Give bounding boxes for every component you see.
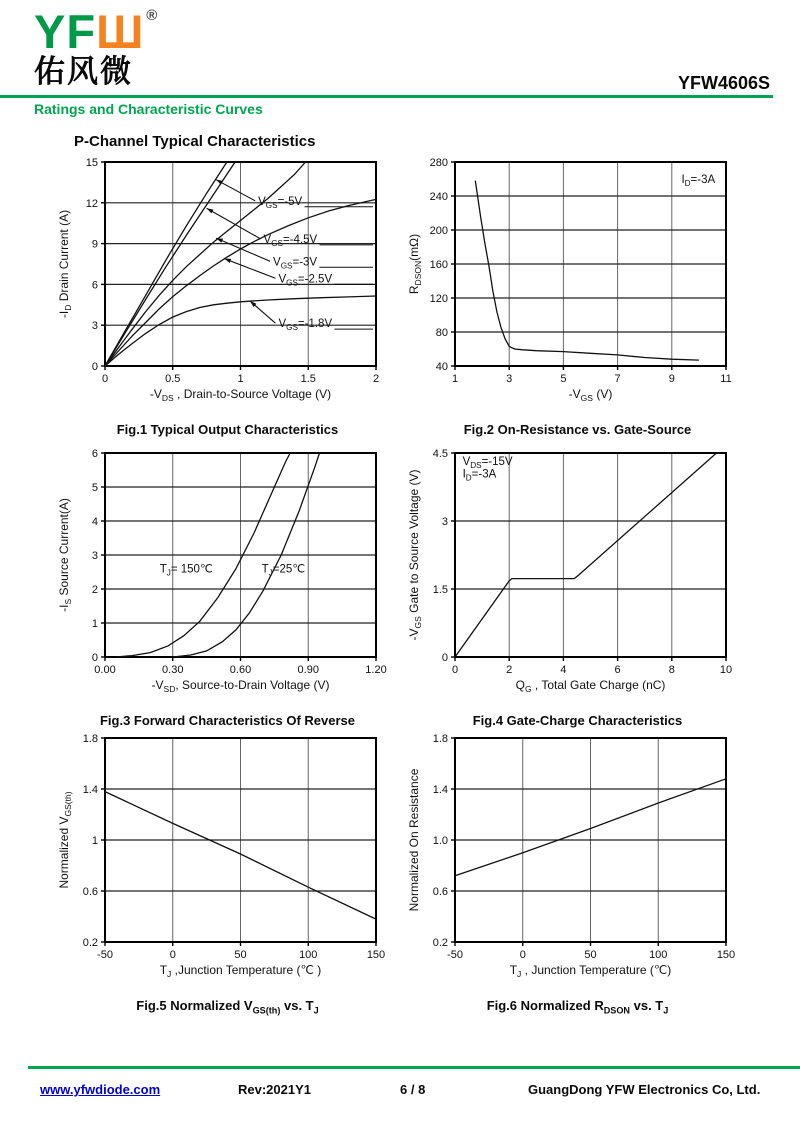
figure-3 (55, 443, 400, 728)
svg-text:50: 50 (584, 949, 597, 961)
svg-text:0.00: 0.00 (94, 664, 116, 676)
svg-text:1: 1 (91, 618, 98, 630)
header-divider (0, 95, 773, 98)
svg-text:1.5: 1.5 (432, 584, 448, 596)
svg-text:80: 80 (435, 327, 448, 339)
svg-text:1: 1 (91, 835, 98, 847)
svg-text:VGS=-4.5V: $V_{GS}=-4.5V$ (263, 233, 318, 248)
fig5-caption: Fig.5 Normalized $V_{GS(th)}$ vs. $T_J$ (136, 998, 319, 1016)
fig5-normalized-vgsth-chart (55, 728, 400, 986)
svg-text:VGS=-5V: $V_{GS}=-5V$ (258, 195, 303, 210)
fig6-caption: Fig.6 Normalized $R_{DSON}$ vs. $T_J$ (486, 998, 669, 1016)
svg-text:TJ=25℃: $T_J=25℃$ (261, 563, 306, 578)
svg-text:RDSON(mΩ): $R_{DSON}(m\Omega)$ (407, 233, 423, 295)
fig2-on-resistance-chart (405, 152, 750, 410)
logo-chinese-text: 佑风微 (34, 54, 133, 89)
svg-text:2: 2 (91, 584, 98, 596)
svg-text:0.6: 0.6 (432, 886, 448, 898)
svg-text:0: 0 (441, 652, 448, 664)
svg-text:100: 100 (649, 949, 668, 961)
svg-text:VGS=-3V: $V_{GS}=-3V$ (273, 256, 318, 271)
svg-text:150: 150 (366, 949, 386, 961)
svg-text:12: 12 (85, 197, 98, 210)
svg-text:3: 3 (91, 320, 98, 333)
svg-text:1.4: 1.4 (82, 784, 98, 796)
figure-1 (55, 152, 400, 437)
fig1-caption: Fig.1 Typical Output Characteristics (116, 422, 339, 437)
svg-text:1.5: 1.5 (300, 373, 316, 385)
figure-5 (55, 728, 400, 1016)
svg-text:120: 120 (429, 293, 448, 305)
svg-text:6: 6 (614, 664, 621, 676)
svg-text:0.6: 0.6 (82, 886, 98, 898)
svg-text:0: 0 (101, 373, 109, 385)
svg-text:4: 4 (560, 664, 567, 676)
footer-divider (28, 1066, 800, 1069)
fig1-output-characteristics-chart (55, 152, 400, 410)
svg-text:9: 9 (91, 238, 98, 251)
svg-text:VGS=-1.8V: $V_{GS}=-1.8V$ (278, 318, 333, 333)
svg-text:TJ= 150℃: $T_J=$ 150℃ (159, 563, 213, 578)
svg-text:240: 240 (429, 191, 448, 203)
svg-text:200: 200 (429, 225, 448, 237)
svg-text:6: 6 (91, 279, 98, 292)
svg-text:1: 1 (237, 373, 244, 385)
svg-text:100: 100 (299, 949, 318, 961)
svg-text:-VGS (V): $-V_{GS}$ (V) (568, 387, 613, 403)
svg-text:3: 3 (441, 516, 448, 528)
svg-text:TJ , Junction Temperature (℃): $T_J$ , Junction Temperature (℃) (509, 963, 672, 979)
svg-text:1.4: 1.4 (432, 784, 448, 796)
svg-text:-IS Source Current(A): $-I_S$ Source Current(A) (57, 498, 73, 612)
svg-text:4.5: 4.5 (432, 448, 448, 460)
svg-text:0.5: 0.5 (165, 373, 181, 385)
page-number: 6 / 8 (400, 1082, 426, 1097)
svg-text:0.30: 0.30 (162, 664, 184, 676)
svg-text:7: 7 (614, 373, 621, 385)
svg-text:1.8: 1.8 (82, 733, 98, 745)
section-title: Ratings and Characteristic Curves (34, 101, 263, 117)
fig4-gate-charge-chart (405, 443, 750, 701)
logo-wordmark (34, 5, 159, 58)
part-number: YFW4606S (677, 73, 770, 93)
svg-text:11: 11 (720, 373, 732, 385)
svg-text:VGS=-2.5V: $V_{GS}=-2.5V$ (278, 273, 333, 288)
svg-text:Normalized On Resistance: Normalized On Resistance (407, 768, 421, 912)
svg-text:8: 8 (668, 664, 675, 676)
svg-text:ID=-3A: $I_D=-3A$ (681, 174, 716, 188)
fig3-caption: Fig.3 Forward Characteristics Of Reverse (99, 713, 356, 728)
svg-text:3: 3 (91, 550, 98, 562)
svg-text:2: 2 (372, 373, 380, 385)
yfw-logo (34, 5, 159, 89)
svg-text:0.2: 0.2 (432, 937, 448, 949)
svg-text:QG , Total Gate Charge (nC): $Q_G$ , Total Gate Charge (nC) (515, 678, 666, 694)
svg-text:0: 0 (451, 664, 459, 676)
svg-text:-VDS , Drain-to-Source Voltage: $-V_{DS}$ , Drain-to-Source Voltage (V) (149, 387, 332, 403)
fig2-caption: Fig.2 On-Resistance vs. Gate-Source (463, 422, 692, 437)
company-name: GuangDong YFW Electronics Co, Ltd. (528, 1082, 761, 1097)
svg-text:10: 10 (719, 664, 733, 676)
svg-text:15: 15 (85, 157, 98, 169)
fig4-caption: Fig.4 Gate-Charge Characteristics (472, 713, 683, 728)
svg-text:0.60: 0.60 (229, 664, 252, 676)
svg-text:40: 40 (435, 361, 448, 373)
svg-text:4: 4 (91, 516, 98, 528)
svg-text:-ID Drain Current (A): $-I_D$ Drain Current (A) (57, 209, 73, 319)
svg-text:-VGS Gate to Source Voltage (: $-V_{GS}$ Gate to Source Voltage (V) (407, 469, 423, 641)
svg-text:-50: -50 (447, 949, 463, 961)
svg-text:0: 0 (91, 361, 98, 373)
svg-text:50: 50 (234, 949, 247, 961)
svg-text:6: 6 (91, 448, 98, 460)
svg-text:-50: -50 (97, 949, 113, 961)
svg-text:Normalized VGS(th): Normalized $V_{GS(th)}$ (57, 791, 73, 889)
svg-text:280: 280 (429, 157, 448, 169)
svg-text:0: 0 (519, 949, 526, 961)
logo-yf-text: YF (34, 5, 97, 58)
svg-text:160: 160 (429, 259, 448, 271)
svg-text:5: 5 (560, 373, 567, 385)
page-heading: P-Channel Typical Characteristics (74, 133, 316, 150)
svg-text:3: 3 (506, 373, 513, 385)
svg-text:0.2: 0.2 (82, 937, 98, 949)
svg-text:5: 5 (91, 482, 98, 494)
svg-text:2: 2 (506, 664, 513, 676)
revision-label: Rev:2021Y1 (238, 1082, 311, 1097)
svg-text:1.8: 1.8 (432, 733, 448, 745)
svg-text:TJ ,Junction Temperature (℃ ): $T_J$ ,Junction Temperature (℃ ) (159, 963, 322, 979)
svg-text:VDS=-15V: $V_{DS}=-15V$ (462, 456, 513, 471)
figure-2 (405, 152, 750, 437)
fig6-normalized-rdson-chart (405, 728, 750, 986)
svg-text:1.0: 1.0 (432, 835, 448, 847)
svg-text:0: 0 (169, 949, 176, 961)
svg-text:ID=-3A: $I_D=-3A$ (462, 468, 497, 483)
figure-4 (405, 443, 750, 728)
logo-w-glyph: Ш (96, 5, 145, 58)
svg-text:0: 0 (91, 652, 98, 664)
svg-text:1: 1 (451, 373, 459, 385)
svg-text:150: 150 (716, 949, 736, 961)
fig3-forward-characteristics-chart (55, 443, 400, 701)
svg-text:1.20: 1.20 (365, 664, 387, 676)
registered-trademark-icon: ® (146, 7, 159, 24)
website-link[interactable]: www.yfwdiode.com (40, 1082, 161, 1097)
svg-text:9: 9 (668, 373, 675, 385)
figure-6 (405, 728, 750, 1016)
svg-text:0.90: 0.90 (297, 664, 319, 676)
svg-text:-VSD, Source-to-Drain Voltage: $-V_{SD}$, Source-to-Drain Voltage (V) (151, 678, 330, 694)
